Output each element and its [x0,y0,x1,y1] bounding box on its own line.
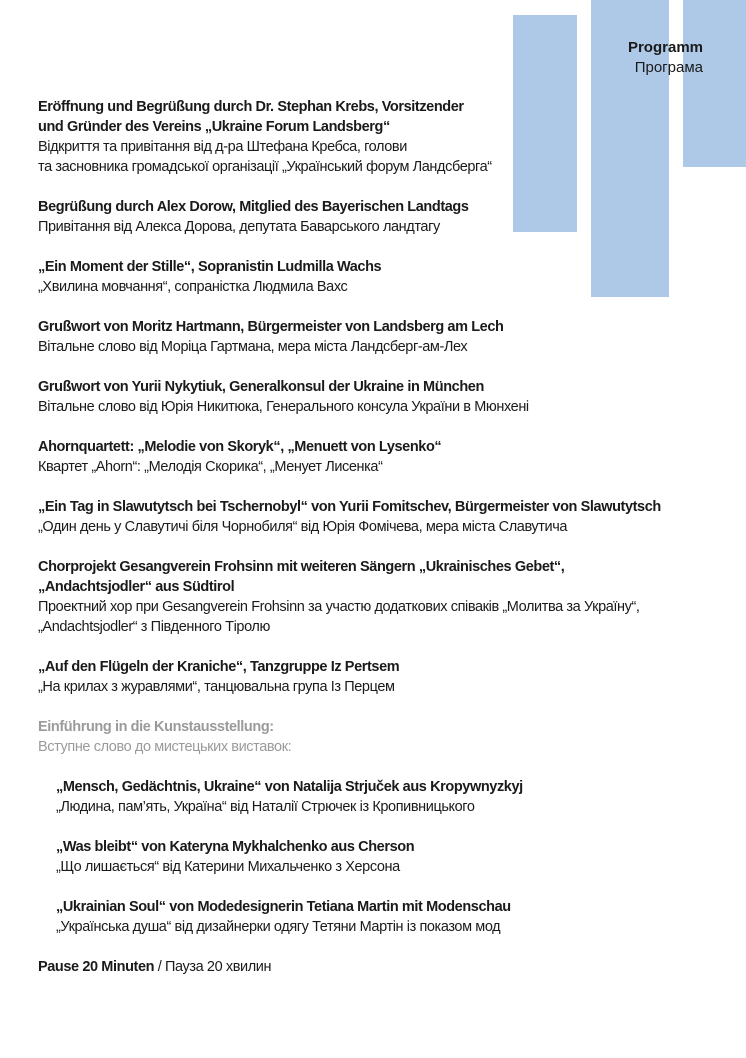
program-header [628,38,703,78]
program-item [38,377,728,417]
item-title-uk: „Andachtsjodler“ з Південного Тіролю [38,619,270,635]
item-title-de: Begrüßung durch Alex Dorow, Mitglied des Bayerischen Landtags [38,199,469,215]
item-title-uk: Привітання від Алекса Дорова, депутата Баварського ландтагу [38,219,440,235]
item-title-de: „Andachtsjodler“ aus Südtirol [38,579,235,595]
exhibition-item [38,897,728,937]
item-title-de: Eröffnung und Begrüßung durch Dr. Stephan Krebs, Vorsitzender [38,99,464,115]
item-title-de: „Ein Moment der Stille“, Sopranistin Ludmilla Wachs [38,259,382,275]
exhibition-item-de: „Ukrainian Soul“ von Modedesignerin Tetiana Martin mit Modenschau [56,899,511,915]
exhibition-item-uk: „Українська душа“ від дизайнерки одягу Тетяни Мартін із показом мод [56,919,501,935]
item-title-uk: „Хвилина мовчання“, сопраністка Людмила Вахс [38,279,348,295]
exhibition-item [38,777,728,817]
pause-separator: / [154,959,165,975]
item-title-uk: Вітальне слово від Моріца Гартмана, мера міста Ландсберг-ам-Лех [38,339,468,355]
item-title-uk: Проектний хор при Gesangverein Frohsinn за участю додаткових співаків „Молитва за Україну“, [38,599,640,615]
exhibition-item [38,837,728,877]
exhibition-item-uk: „Що лишається“ від Катерини Михальченко з Херсона [56,859,400,875]
pause-line [38,957,728,977]
program-item [38,497,728,537]
exhibition-heading-uk: Вступне слово до мистецьких виставок: [38,739,292,755]
item-title-de: „Auf den Flügeln der Kraniche“, Tanzgruppe Iz Pertsem [38,659,400,675]
program-item [38,97,728,177]
pause-de: Pause 20 Minuten [38,959,155,975]
exhibition-item-de: „Mensch, Gedächtnis, Ukraine“ von Natalija Strjuček aus Kropywnyzkyj [56,779,523,795]
program-item [38,557,728,637]
item-title-de: Chorprojekt Gesangverein Frohsinn mit weiteren Sängern „Ukrainisches Gebet“, [38,559,565,575]
item-title-uk: Відкриття та привітання від д-ра Штефана Кребса, голови [38,139,407,155]
program-item [38,197,728,237]
item-title-uk: Вітальне слово від Юрія Никитюка, Генерального консула України в Мюнхені [38,399,529,415]
program-item [38,317,728,357]
exhibition-item-uk: „Людина, пам’ять, Україна“ від Наталії Стрючек із Кропивницького [56,799,475,815]
program-item [38,437,728,477]
exhibition-item-de: „Was bleibt“ von Kateryna Mykhalchenko aus Cherson [56,839,415,855]
program-item [38,257,728,297]
program-item [38,657,728,697]
item-title-uk: та засновника громадської організації „Український форум Ландсберга“ [38,159,492,175]
exhibition-heading-de: Einführung in die Kunstausstellung: [38,719,274,735]
item-title-de: und Gründer des Vereins „Ukraine Forum Landsberg“ [38,119,390,135]
program-title-de: Programm [627,39,703,56]
pause-uk: Пауза 20 хвилин [164,959,272,975]
item-title-uk: „На крилах з журавлями“, танцювальна група Із Перцем [38,679,395,695]
program-title-uk: Програма [634,59,703,76]
program-list [38,97,728,997]
item-title-uk: Квартет „Ahorn“: „Мелодія Скорика“, „Менует Лисенка“ [38,459,383,475]
item-title-de: Grußwort von Yurii Nykytiuk, Generalkonsul der Ukraine in München [38,379,484,395]
item-title-de: Ahornquartett: „Melodie von Skoryk“, „Menuett von Lysenko“ [38,439,442,455]
exhibition-heading [38,717,728,757]
item-title-de: „Ein Tag in Slawutytsch bei Tschernobyl“ von Yurii Fomitschev, Bürgermeister von Slawutytsch [38,499,661,515]
item-title-uk: „Один день у Славутичі біля Чорнобиля“ від Юрія Фомічева, мера міста Славутича [38,519,568,535]
item-title-de: Grußwort von Moritz Hartmann, Bürgermeister von Landsberg am Lech [38,319,504,335]
